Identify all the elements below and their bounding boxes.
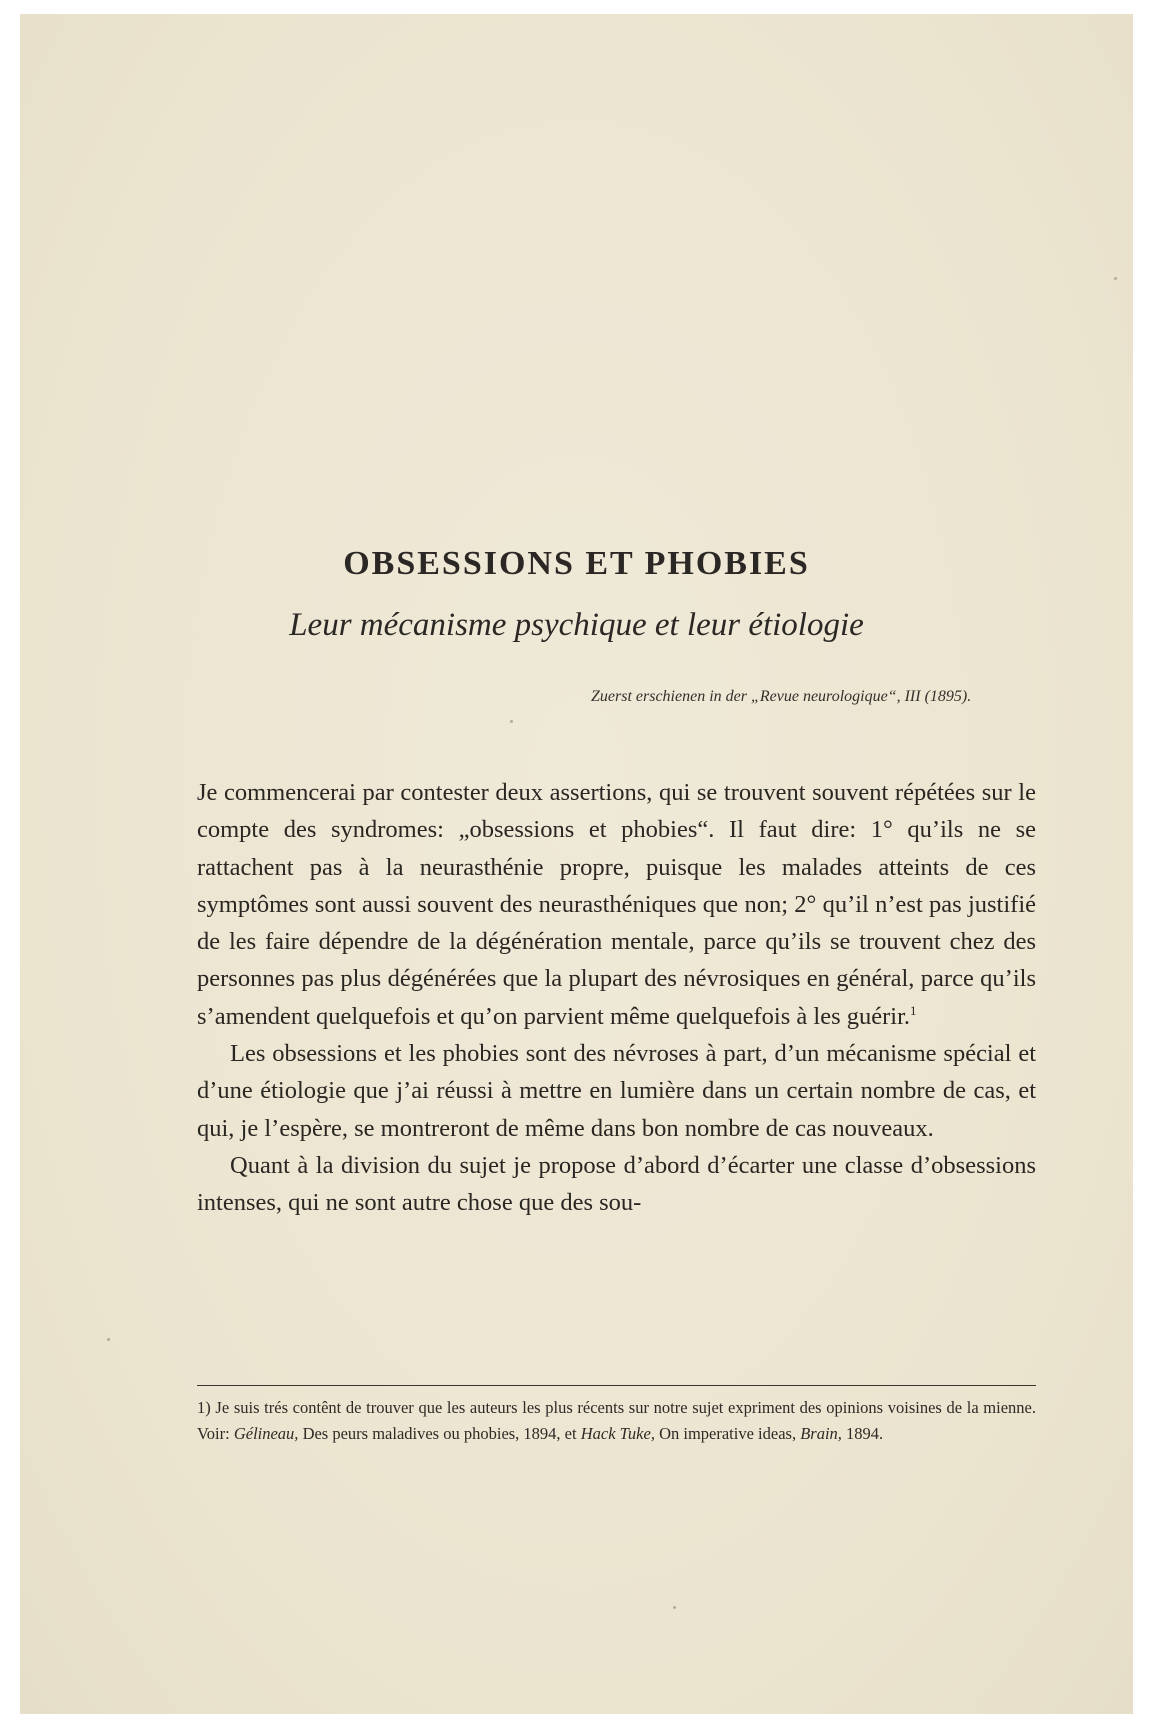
paper-speck bbox=[510, 720, 513, 723]
paper-speck bbox=[1114, 277, 1117, 280]
source-note: Zuerst erschienen in der „Revue neurologique“, III (1895). bbox=[591, 688, 972, 705]
book-page bbox=[20, 14, 1133, 1714]
paper-speck bbox=[107, 1338, 110, 1341]
paragraph-2: Les obsessions et les phobies sont des névroses à part, d’un mécanisme spécial et d’une étiologie que j’ai réussi à mettre en lumière dans un certain nombre de cas, et qui, je l’espère, se montreront de même dans bon nombre de cas nouveaux. bbox=[197, 1040, 1036, 1142]
footnote-work-1: Des peurs maladives ou phobies, 1894, et bbox=[302, 1424, 577, 1443]
footnote-journal: Brain, bbox=[800, 1424, 842, 1443]
footnote-author-2: Hack Tuke, bbox=[580, 1424, 655, 1443]
paragraph-3: Quant à la division du sujet je propose d’abord d’écarter une classe d’obsessions intenses, qui ne sont autre chose que des sou- bbox=[197, 1151, 1036, 1217]
paragraph-1-text: Je commencerai par contester deux assertions, qui se trouvent souvent répétées sur le compte des syndromes: „obsessions et phobies“. Il faut dire: 1° qu’ils ne se rattachent pas à la neurasthénie propre, puisque les malades atteints de ces symptômes sont aussi souvent des neurasthéniques que non; 2° qu’il n’est pas justifié de les faire dépendre de la dégénération mentale, parce qu’ils se trouvent chez des personnes pas plus dégénérées que la plupart des névrosiques en général, parce qu’ils s’amendent quelquefois et qu’on parvient même quelquefois à les guérir. bbox=[197, 779, 1036, 1030]
page-subtitle: Leur mécanisme psychique et leur étiologie bbox=[289, 607, 864, 643]
footnote bbox=[197, 1395, 1036, 1447]
footnote-text-1: Je suis trés contênt de trouver que les auteurs les plus récents sur notre sujet expriment des opinions voisines de la mienne. Voir: bbox=[197, 1398, 1036, 1443]
footnote-divider bbox=[197, 1385, 1036, 1386]
page-title: OBSESSIONS ET PHOBIES bbox=[343, 544, 810, 582]
footnote-work-2: On imperative ideas, bbox=[659, 1424, 797, 1443]
paragraph-1 bbox=[197, 774, 1036, 1035]
body-text bbox=[197, 774, 1036, 1222]
paper-speck bbox=[673, 1606, 676, 1609]
footnote-author-1: Gélineau, bbox=[233, 1424, 299, 1443]
footnote-marker: 1) bbox=[197, 1398, 211, 1417]
footnote-year: 1894. bbox=[846, 1424, 884, 1443]
footnote-reference: 1 bbox=[910, 1002, 917, 1018]
